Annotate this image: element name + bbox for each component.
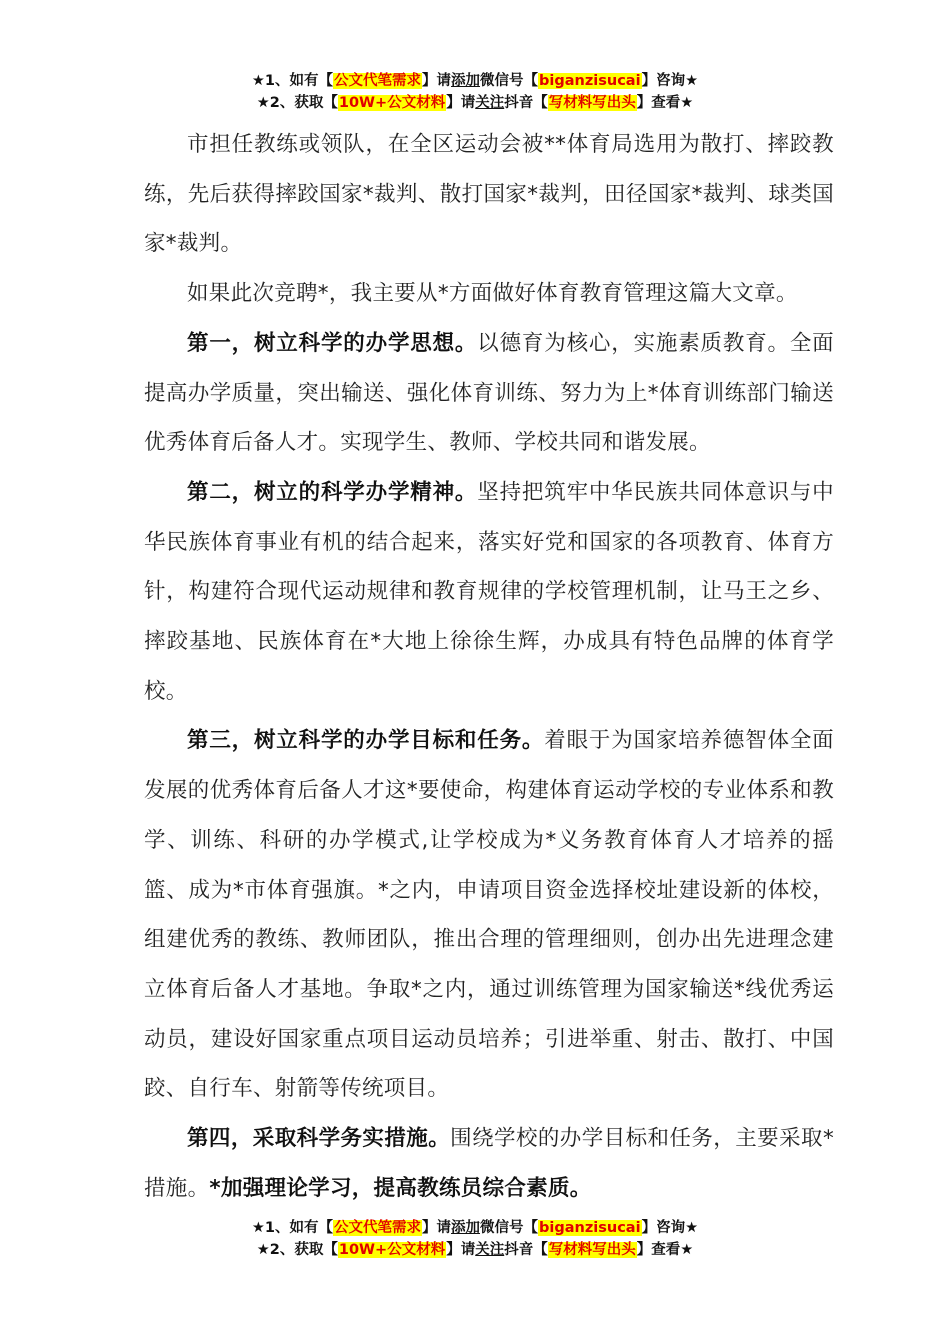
document-body: [144, 120, 834, 1213]
underline-add: 添加: [451, 1220, 481, 1236]
paragraph-first-point: [144, 319, 834, 468]
highlight-service: 公文代笔需求: [334, 73, 422, 89]
banner-text: ★1、如有【: [251, 1220, 334, 1236]
banner-text: 】咨询★: [641, 1220, 699, 1236]
banner-line-1: [0, 1217, 950, 1239]
highlight-materials: 10W+公文材料: [338, 1242, 446, 1258]
banner-line-1: [0, 70, 950, 92]
banner-text: 】咨询★: [641, 73, 699, 89]
paragraph-second-point: [144, 468, 834, 717]
paragraph-text: 坚持把筑牢中华民族共同体意识与中华民族体育事业有机的结合起来，落实好党和国家的各项教育、体育方针，构建符合现代运动规律和教育规律的学校管理机制，让马王之乡、摔跤基地、民族体育在*大地上徐徐生辉，办成具有特色品牌的体育学校。: [144, 479, 834, 704]
point-heading: 第二，树立的科学办学精神。: [187, 479, 478, 505]
banner-text: 微信号【: [480, 73, 539, 89]
paragraph-text: 市担任教练或领队，在全区运动会被**体育局选用为散打、摔跤教练，先后获得摔跤国家*裁判、散打国家*裁判，田径国家*裁判、球类国家*裁判。: [144, 132, 834, 257]
banner-text: ★2、获取【: [256, 1242, 338, 1258]
banner-text: ★2、获取【: [256, 95, 338, 111]
banner-text: 】请: [422, 1220, 452, 1236]
paragraph-fourth-point: [144, 1114, 834, 1213]
paragraph-text: 围绕学校的办学目标和任务，主要采取*措施。: [144, 1126, 834, 1201]
paragraph-third-point: [144, 716, 834, 1114]
banner-line-2: [0, 1239, 950, 1261]
paragraph-text: 以德育为核心，实施素质教育。全面提高办学质量，突出输送、强化体育训练、努力为上*体育训练部门输送优秀体育后备人才。实现学生、教师、学校共同和谐发展。: [144, 330, 834, 456]
header-banner: [0, 70, 950, 114]
paragraph-background: [144, 120, 834, 269]
highlight-wechat-id: biganzisucai: [539, 73, 641, 89]
underline-follow: 关注: [475, 1242, 505, 1258]
highlight-douyin-account: 写材料写出头: [548, 95, 636, 111]
banner-text: 抖音【: [504, 95, 548, 111]
underline-follow: 关注: [475, 95, 505, 111]
footer-banner: [0, 1217, 950, 1261]
banner-text: 】请: [446, 1242, 476, 1258]
highlight-douyin-account: 写材料写出头: [548, 1242, 636, 1258]
banner-text: 】查看★: [636, 95, 694, 111]
highlight-materials: 10W+公文材料: [338, 95, 446, 111]
banner-text: 抖音【: [504, 1242, 548, 1258]
highlight-service: 公文代笔需求: [334, 1220, 422, 1236]
point-heading: 第三，树立科学的办学目标和任务。: [187, 728, 545, 754]
paragraph-text: 着眼于为国家培养德智体全面发展的优秀体育后备人才这*要使命，构建体育运动学校的专业体系和教学、训练、科研的办学模式,让学校成为*义务教育体育人才培养的摇篮、成为*市体育强旗。*之内，申请项目资金选择校址建设新的体校，组建优秀的教练、教师团队，推出合理的管理细则，创办出先进理念建立体育后备人才基地。争取*之内，通过训练管理为国家输送*线优秀运动员，建设好国家重点项目运动员培养；引进举重、射击、散打、中国跤、自行车、射箭等传统项目。: [144, 728, 834, 1102]
banner-line-2: [0, 92, 950, 114]
paragraph-text: 如果此次竞聘*，我主要从*方面做好体育教育管理这篇大文章。: [187, 281, 798, 307]
banner-text: 】请: [446, 95, 476, 111]
point-heading: 第四，采取科学务实措施。: [187, 1126, 451, 1152]
highlight-wechat-id: biganzisucai: [539, 1220, 641, 1236]
sub-point-heading: *加强理论学习，提高教练员综合素质。: [209, 1175, 592, 1201]
point-heading: 第一，树立科学的办学思想。: [187, 330, 478, 356]
banner-text: 】请: [422, 73, 452, 89]
paragraph-intro: [144, 269, 834, 319]
banner-text: ★1、如有【: [251, 73, 334, 89]
underline-add: 添加: [451, 73, 481, 89]
banner-text: 】查看★: [636, 1242, 694, 1258]
banner-text: 微信号【: [480, 1220, 539, 1236]
